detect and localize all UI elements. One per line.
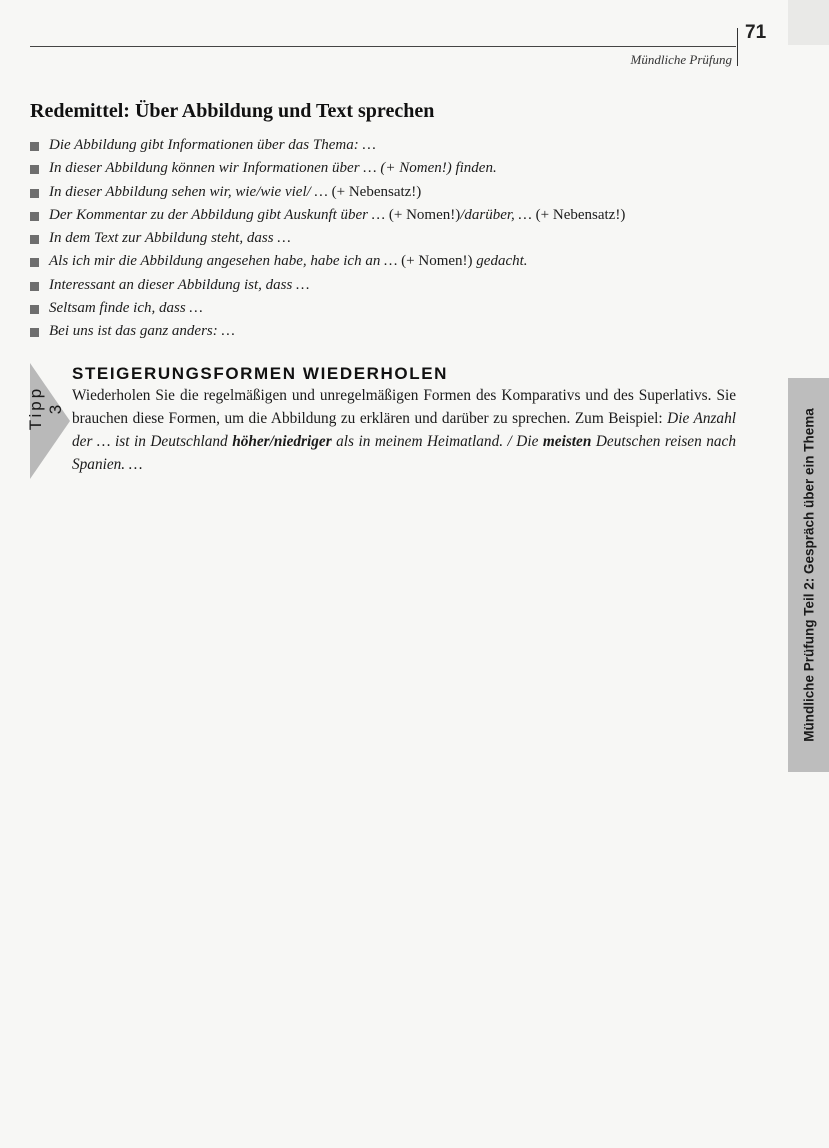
phrase-list	[30, 134, 730, 344]
phrase-text: Seltsam finde ich, dass …	[49, 300, 203, 317]
square-bullet-icon	[30, 212, 39, 221]
header-rule	[30, 46, 736, 47]
phrase-text: Die Abbildung gibt Informationen über das Thema: …	[49, 137, 376, 153]
header-divider	[737, 28, 738, 66]
phrase-item	[30, 297, 730, 320]
tipp-text	[72, 384, 736, 476]
phrase-item	[30, 320, 730, 343]
phrase-text: Interessant an dieser Abbildung ist, dass …	[49, 276, 310, 293]
phrase-item	[30, 181, 730, 204]
tipp-text-run: meisten	[542, 433, 592, 450]
phrase-item	[30, 227, 730, 250]
section-title: Redemittel: Über Abbildung und Text sprechen	[30, 100, 435, 122]
square-bullet-icon	[30, 142, 39, 151]
tipp-text-run: Deutschen reisen nach Spanien. …	[72, 433, 736, 473]
page-edge-tab	[788, 0, 829, 45]
square-bullet-icon	[30, 328, 39, 337]
square-bullet-icon	[30, 282, 39, 291]
phrase-text: /darüber, …	[460, 206, 536, 223]
tipp-text-run: Wiederholen Sie die regelmäßigen und unregelmäßigen Formen des Komparativs und des Superlativs. Sie brauchen diese Formen, um die Abbildung zu erklären und darüber zu sprechen. Zum Beispiel:	[72, 387, 736, 427]
phrase-text: In dieser Abbildung können wir Informationen über … (+ Nomen!)	[49, 160, 456, 177]
phrase-text: In dem Text zur Abbildung steht, dass …	[49, 230, 291, 247]
page-number: 71	[745, 22, 767, 43]
phrase-text: (+ Nebensatz!)	[535, 206, 626, 223]
phrase-text: Als ich mir die Abbildung angesehen habe, habe ich an …	[49, 253, 402, 270]
tipp-text-run: Die Anzahl der … ist in Deutschland	[72, 410, 736, 450]
phrase-item	[30, 250, 730, 273]
phrase-text: gedacht.	[476, 253, 528, 270]
phrase-text: Der Kommentar zu der Abbildung gibt Auskunft über …	[49, 206, 389, 223]
phrase-text: In dieser Abbildung sehen wir, wie/wie viel/ …	[49, 183, 332, 200]
square-bullet-icon	[30, 165, 39, 174]
square-bullet-icon	[30, 305, 39, 314]
phrase-item	[30, 204, 730, 227]
phrase-text: Bei uns ist das ganz anders: …	[49, 323, 235, 340]
running-head: Mündliche Prüfung	[630, 52, 732, 67]
square-bullet-icon	[30, 189, 39, 198]
chapter-side-tab-label: Mündliche Prüfung Teil 2: Gespräch über ein Thema	[801, 408, 816, 742]
square-bullet-icon	[30, 235, 39, 244]
phrase-item	[30, 157, 730, 180]
tipp-label: Tipp 3	[26, 385, 65, 431]
phrase-item	[30, 274, 730, 297]
tipp-text-run: höher/niedriger	[232, 433, 332, 450]
tipp-heading: STEIGERUNGSFORMEN WIEDERHOLEN	[72, 364, 449, 383]
phrase-text: (+ Nomen!)	[401, 253, 477, 270]
phrase-text: finden.	[455, 160, 497, 177]
chapter-side-tab	[788, 378, 829, 772]
tipp-text-run: als in meinem Heimatland. / Die	[331, 433, 543, 450]
phrase-text: (+ Nebensatz!)	[331, 183, 422, 200]
square-bullet-icon	[30, 258, 39, 267]
phrase-text: (+ Nomen!)	[388, 206, 461, 223]
phrase-item	[30, 134, 730, 157]
